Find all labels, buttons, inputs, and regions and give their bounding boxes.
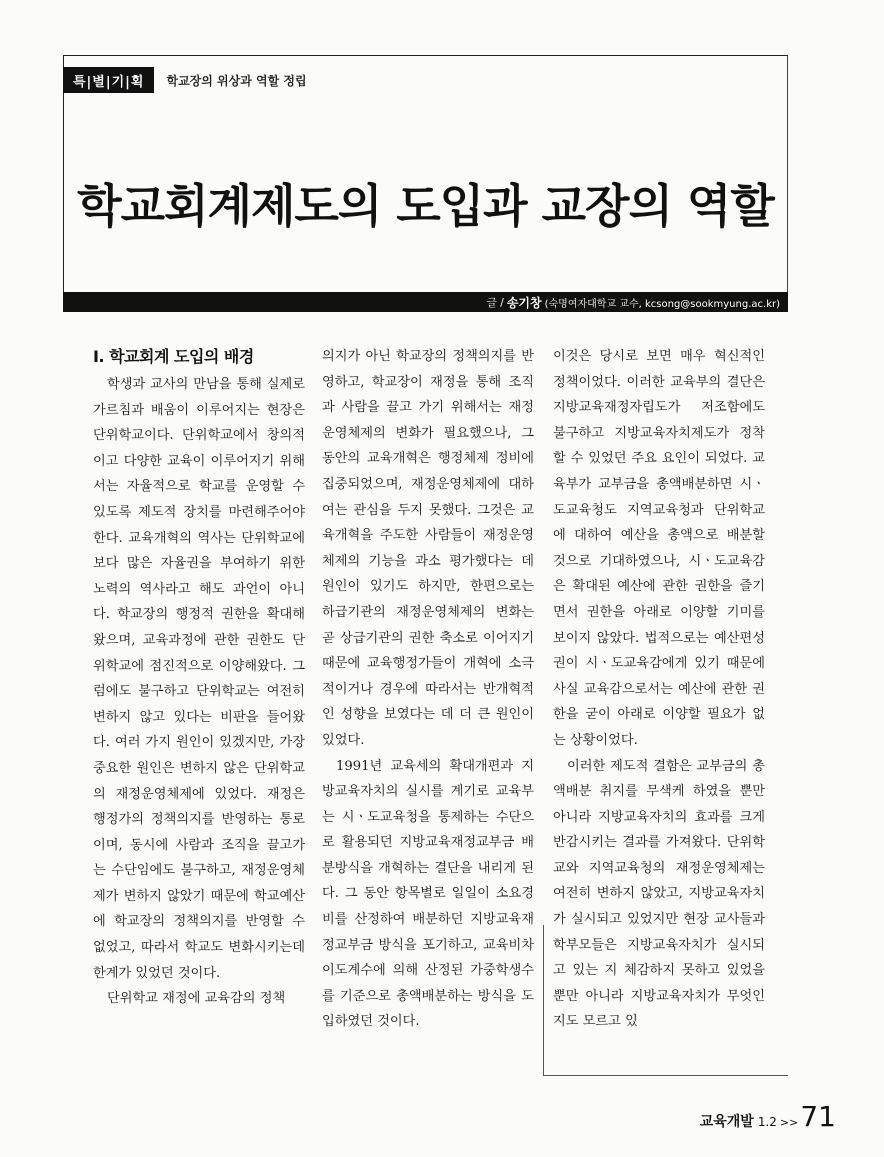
corner-rule-vertical (543, 925, 544, 1075)
text-column-2 (322, 344, 534, 1035)
paragraph: 이것은 당시로 보면 매우 혁신적인 정책이었다. 이러한 교육부의 결단은 지방교육재정자립도가 저조함에도 불구하고 지방교육자치제도가 정착할 수 있었던 주요 요인이 되었다. 교육부가 교부금을 총액배분하면 시ㆍ도교육청도 지역교육청과 단위학교에 대하여 예산을 총액으로 배분할 것으로 기대하였으나, 시ㆍ도교육감은 확대된 예산에 관한 권한을 즐기면서 권한을 아래로 이양할 기미를 보이지 않았다. 법적으로는 예산편성권이 시ㆍ도교육감에게 있기 때문에 사실 교육감으로서는 예산에 관한 권한을 굳이 아래로 이양할 필요가 없는 상황이었다. (553, 349, 765, 748)
article-title: 학교회계제도의 도입과 교장의 역할 (77, 179, 774, 233)
corner-rule-horizontal (543, 1075, 788, 1076)
author-name: 송기창 (506, 295, 542, 310)
paragraph: 학생과 교사의 만남을 통해 실제로 가르침과 배움이 이루어지는 현장은 단위학교이다. 단위학교에서 창의적이고 다양한 교육이 이루어지기 위해서는 자율적으로 학교를 운영할 수 있도록 제도적 장치를 마련해주어야 한다. 교육개혁의 역사는 단위학교에 보다 많은 자율권을 부여하기 위한 노력의 역사라고 해도 과언이 아니다. 학교장의 행정적 권한을 확대해왔으며, 교육과정에 관한 권한도 단위학교에 점진적으로 이양해왔다. 그럼에도 불구하고 단위학교는 여전히 변하지 않고 있다는 비판을 들어왔다. 여러 가지 원인이 있겠지만, 가장 중요한 원인은 변하지 않은 단위학교의 재정운영체제에 있었다. 재정은 행정가의 정책의지를 반영하는 통로이며, 동시에 사람과 조직을 끌고가는 수단임에도 불구하고, 재정운영체제가 변하지 않았기 때문에 학교예산에 학교장의 정책의지를 반영할 수 없었고, 따라서 학교도 변화시키는데 한계가 있었던 것이다. (93, 377, 305, 981)
special-feature-tag: 특|별|기|획 (63, 67, 154, 93)
special-feature-header (63, 66, 307, 94)
author-affiliation: (숙명여자대학교 교수, kcsong@sookmyung.ac.kr) (544, 298, 780, 310)
issue-number: 1.2 (757, 1115, 777, 1129)
page-footer (700, 1100, 836, 1133)
paragraph: 의지가 아닌 학교장의 정책의지를 반영하고, 학교장이 재정을 통해 조직과 사람을 끌고 가기 위해서는 재정운영체제의 변화가 필요했으나, 그 동안의 교육개혁은 행정체제 정비에 집중되었으며, 재정운영체제에 대하여는 관심을 두지 못했다. 그것은 교육개혁을 주도한 사람들이 재정운영체제의 기능을 과소 평가했다는 데 원인이 있기도 하지만, 한편으로는 하급기관의 재정운영체제의 변화는 곧 상급기관의 권한 축소로 이어지기 때문에 교육행정가들이 개혁에 소극적이거나 경우에 따라서는 반개혁적인 성향을 보였다는 데 더 큰 원인이 있었다. (322, 349, 534, 748)
author-prefix: 글 / (486, 296, 504, 309)
section-heading: Ⅰ. 학교회계 도입의 배경 (93, 347, 254, 366)
page-number: 71 (800, 1100, 836, 1133)
magazine-name: 교육개발 (699, 1114, 754, 1130)
arrows-icon: >> (779, 1116, 799, 1129)
text-column-1 (93, 344, 305, 1012)
author-bar (63, 292, 788, 312)
text-column-3 (553, 344, 765, 1035)
paragraph: 1991년 교육세의 확대개편과 지방교육자치의 실시를 계기로 교육부는 시ㆍ도교육청을 통제하는 수단으로 활용되던 지방교육재정교부금 배분방식을 개혁하는 결단을 내리게 된다. 그 동안 항목별로 일일이 소요경비를 산정하여 배분하던 지방교육재정교부금 방식을 포기하고, 교육비차이도계수에 의해 산정된 가중학생수를 기준으로 총액배분하는 방식을 도입하였던 것이다. (322, 758, 534, 1030)
paragraph: 단위학교 재정에 교육감의 정책 (107, 991, 286, 1007)
feature-subtitle: 학교장의 위상과 역할 정립 (166, 73, 307, 88)
paragraph: 이러한 제도적 결함은 교부금의 총액배분 취지를 무색케 하였을 뿐만 아니라 지방교육자치의 효과를 크게 반감시키는 결과를 가져왔다. 단위학교와 지역교육청의 재정운영체제는 여전히 변하지 않았고, 지방교육자치가 실시되고 있었지만 현장 교사들과 학부모들은 지방교육자치가 실시되고 있는 지 체감하지 못하고 있었을 뿐만 아니라 지방교육자치가 무엇인지도 모르고 있 (553, 758, 765, 1030)
